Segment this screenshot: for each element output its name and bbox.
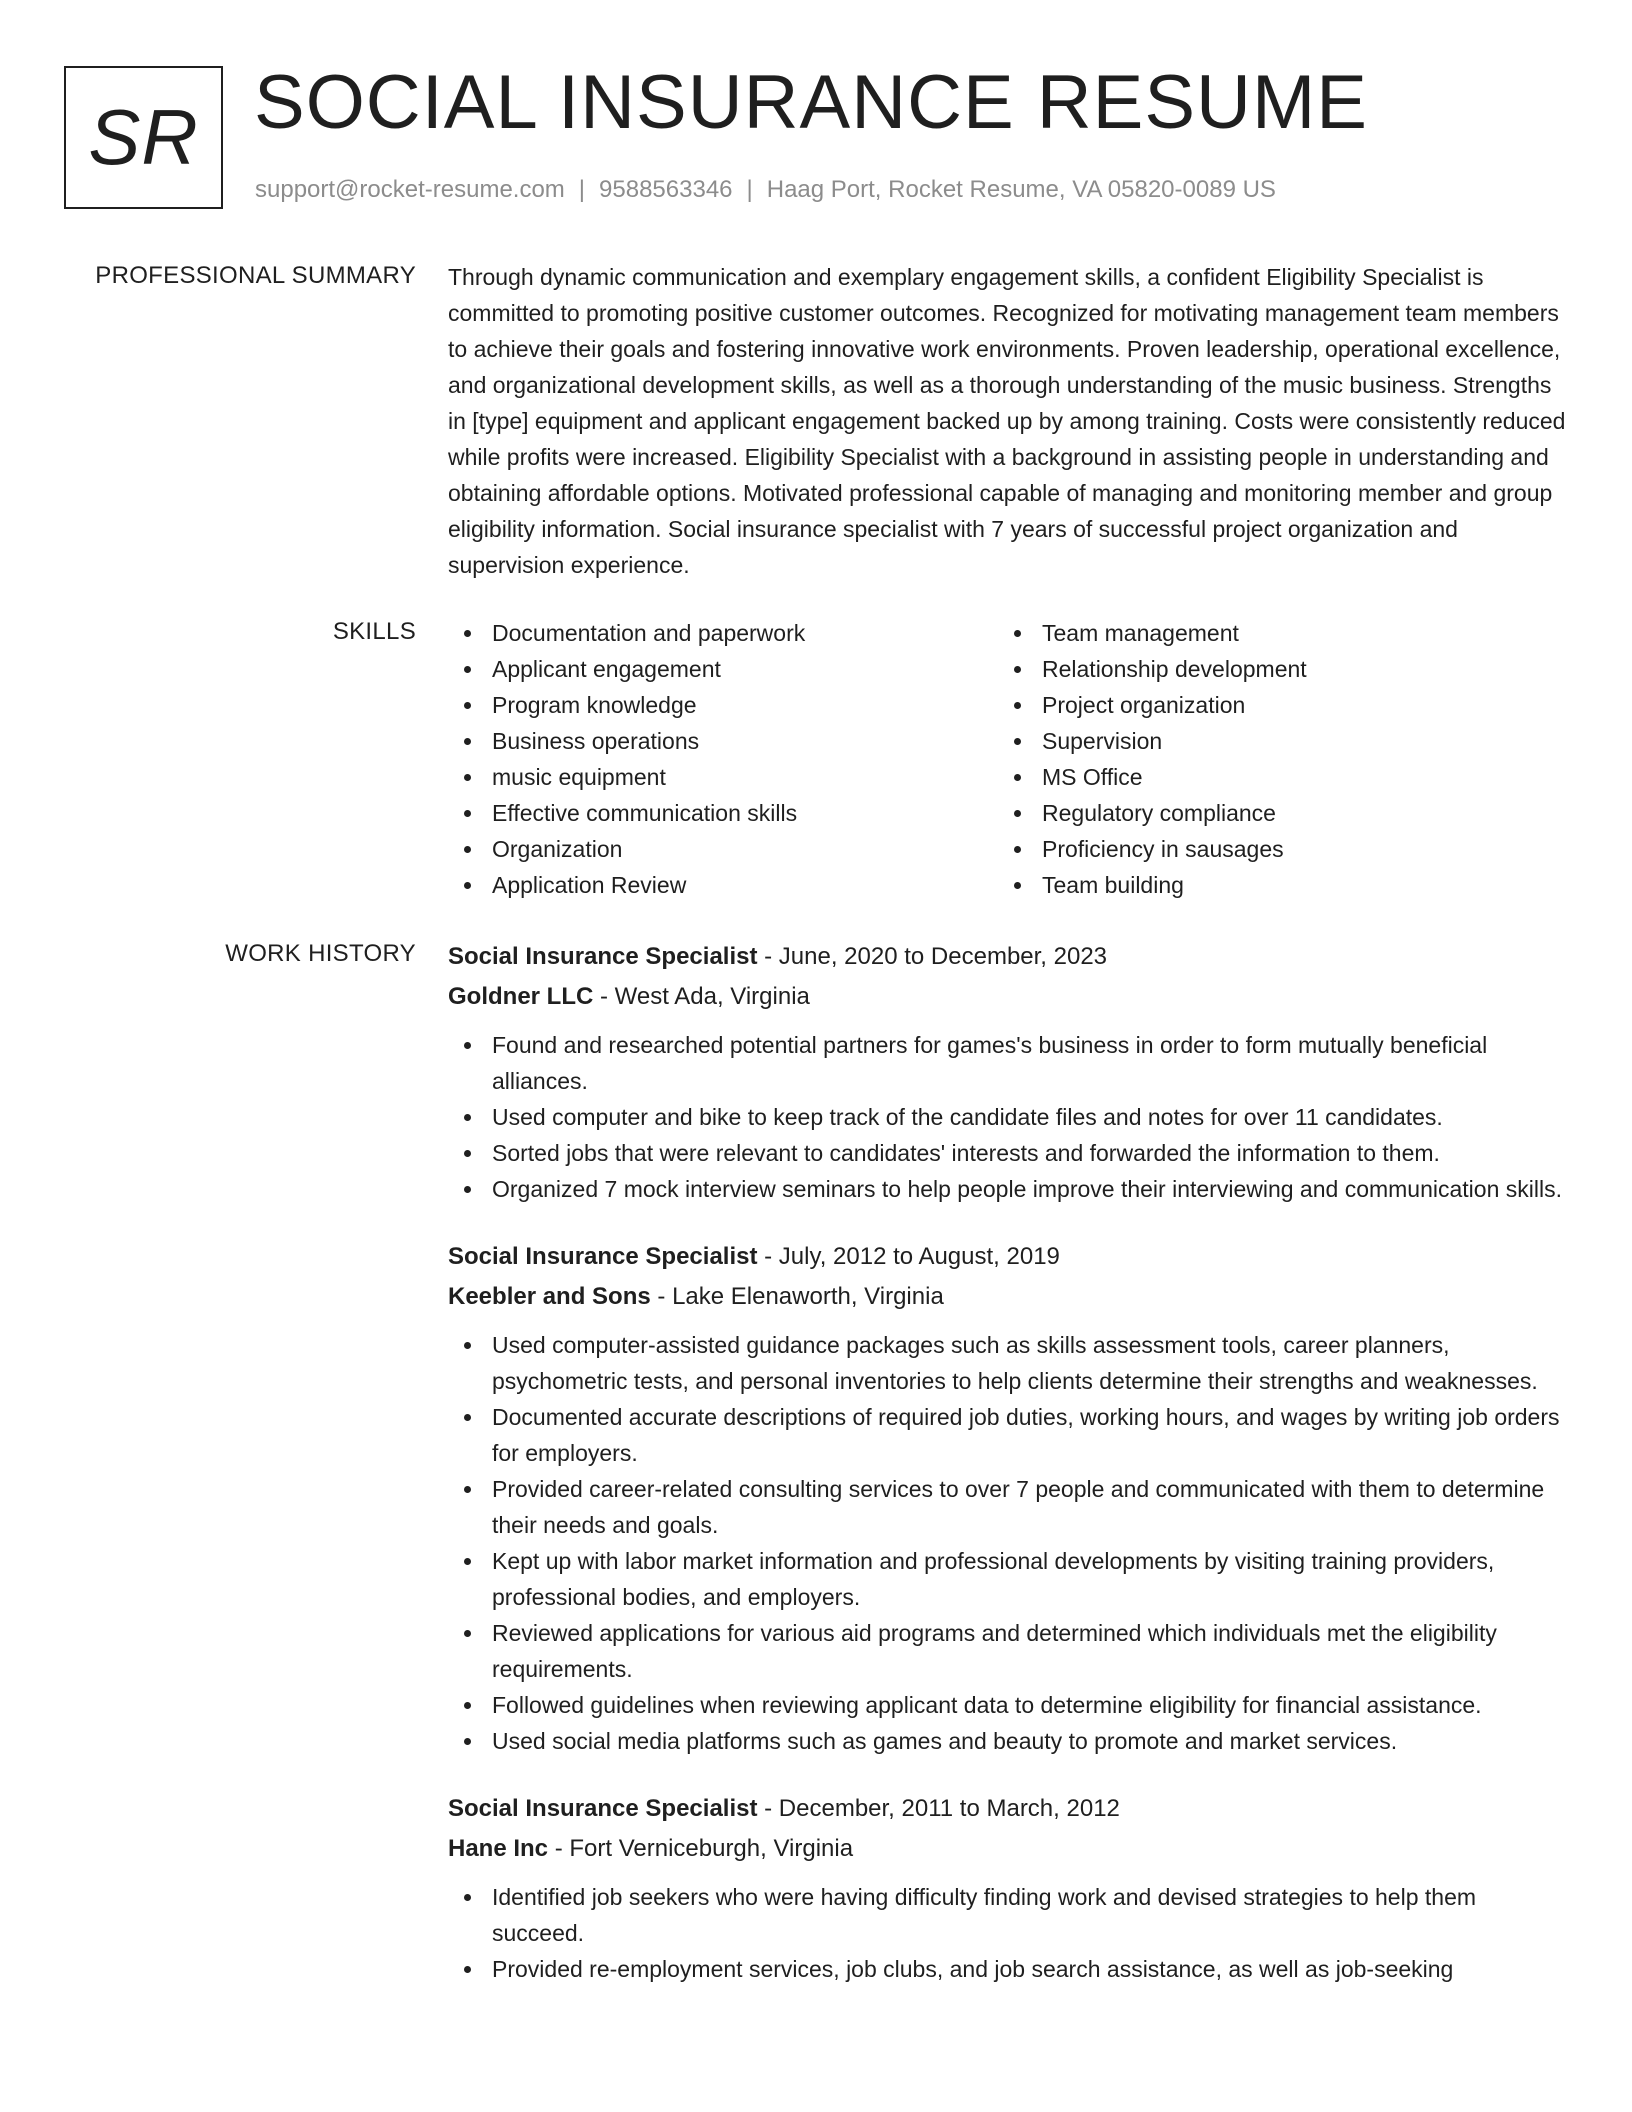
work-history-jobs xyxy=(448,937,1568,2017)
skill-item: Documentation and paperwork xyxy=(448,615,998,651)
job-bullet: Reviewed applications for various aid programs and determined which individuals met the eligibility requirements. xyxy=(448,1615,1568,1687)
job-dates: - June, 2020 to December, 2023 xyxy=(757,943,1108,970)
job-bullet: Identified job seekers who were having difficulty finding work and devised strategies to help them succeed. xyxy=(448,1879,1568,1951)
job-bullet: Used social media platforms such as games and beauty to promote and market services. xyxy=(448,1723,1568,1759)
job-entry xyxy=(448,1237,1568,1759)
contact-separator: | xyxy=(746,176,753,203)
monogram-box xyxy=(64,66,223,209)
job-entry xyxy=(448,1789,1568,1987)
skill-item: Team management xyxy=(998,615,1548,651)
job-bullets xyxy=(448,1027,1568,1207)
job-bullet: Provided career-related consulting services to over 7 people and communicated with them to determine their needs and goals. xyxy=(448,1471,1568,1543)
job-bullet: Kept up with labor market information and professional developments by visiting training providers, professional bodies, and employers. xyxy=(448,1543,1568,1615)
contact-line xyxy=(255,175,1276,205)
job-entry xyxy=(448,937,1568,1207)
summary-label: PROFESSIONAL SUMMARY xyxy=(95,262,416,289)
skills-label: SKILLS xyxy=(332,618,416,645)
job-company: Hane Inc xyxy=(448,1835,549,1862)
skills-list-left xyxy=(448,615,998,903)
skills-columns xyxy=(448,615,1568,903)
skills-list-right xyxy=(998,615,1548,903)
contact-email[interactable]: support@rocket-resume.com xyxy=(255,176,565,203)
job-dates: - December, 2011 to March, 2012 xyxy=(757,1795,1120,1822)
job-company-line xyxy=(448,1829,1568,1869)
job-bullet: Used computer and bike to keep track of the candidate files and notes for over 11 candidates. xyxy=(448,1099,1568,1135)
job-location: - Lake Elenaworth, Virginia xyxy=(650,1283,944,1310)
work-history-label: WORK HISTORY xyxy=(225,940,416,967)
skill-item: Project organization xyxy=(998,687,1548,723)
skill-item: Proficiency in sausages xyxy=(998,831,1548,867)
job-location: - West Ada, Virginia xyxy=(593,983,810,1010)
job-title: Social Insurance Specialist xyxy=(448,1795,758,1822)
job-location: - Fort Verniceburgh, Virginia xyxy=(548,1835,854,1862)
job-title-line xyxy=(448,1237,1568,1277)
contact-address: Haag Port, Rocket Resume, VA 05820-0089 US xyxy=(766,176,1276,203)
job-bullet: Found and researched potential partners for games's business in order to form mutually beneficial alliances. xyxy=(448,1027,1568,1099)
skill-item: Applicant engagement xyxy=(448,651,998,687)
job-bullet: Used computer-assisted guidance packages such as skills assessment tools, career planners, psychometric tests, and personal inventories to help clients determine their strengths and weaknesses. xyxy=(448,1327,1568,1399)
skill-item: Effective communication skills xyxy=(448,795,998,831)
job-title: Social Insurance Specialist xyxy=(448,943,758,970)
job-title: Social Insurance Specialist xyxy=(448,1243,758,1270)
contact-separator: | xyxy=(578,176,586,203)
job-company-line xyxy=(448,977,1568,1017)
skill-item: Supervision xyxy=(998,723,1548,759)
skill-item: Application Review xyxy=(448,867,998,903)
skill-item: music equipment xyxy=(448,759,998,795)
skill-item: Organization xyxy=(448,831,998,867)
skill-item: Business operations xyxy=(448,723,998,759)
resume-title: SOCIAL INSURANCE RESUME xyxy=(254,60,1368,145)
job-bullet: Followed guidelines when reviewing applicant data to determine eligibility for financial assistance. xyxy=(448,1687,1568,1723)
job-company: Goldner LLC xyxy=(448,983,594,1010)
skill-item: Team building xyxy=(998,867,1548,903)
job-title-line xyxy=(448,937,1568,977)
job-company-line xyxy=(448,1277,1568,1317)
skill-item: MS Office xyxy=(998,759,1548,795)
job-bullet: Sorted jobs that were relevant to candidates' interests and forwarded the information to them. xyxy=(448,1135,1568,1171)
job-company: Keebler and Sons xyxy=(448,1283,651,1310)
skill-item: Relationship development xyxy=(998,651,1548,687)
skill-item: Program knowledge xyxy=(448,687,998,723)
job-bullet: Organized 7 mock interview seminars to help people improve their interviewing and communication skills. xyxy=(448,1171,1568,1207)
summary-text: Through dynamic communication and exemplary engagement skills, a confident Eligibility Specialist is committed to promoting positive customer outcomes. Recognized for motivating management team members to achieve their goals and fostering innovative work environments. Proven leadership, operational excellence, and organizational development skills, as well as a thorough understanding of the music business. Strengths in [type] equipment and applicant engagement backed up by among training. Costs were consistently reduced while profits were increased. Eligibility Specialist with a background in assisting people in understanding and obtaining affordable options. Motivated professional capable of managing and monitoring member and group eligibility information. Social insurance specialist with 7 years of successful project organization and supervision experience. xyxy=(448,264,1566,578)
job-bullet: Provided re-employment services, job clubs, and job search assistance, as well as job-seeking xyxy=(448,1951,1568,1987)
job-bullet: Documented accurate descriptions of required job duties, working hours, and wages by writing job orders for employers. xyxy=(448,1399,1568,1471)
contact-phone[interactable]: 9588563346 xyxy=(599,176,733,203)
monogram-initials: SR xyxy=(88,93,199,181)
job-title-line xyxy=(448,1789,1568,1829)
skill-item: Regulatory compliance xyxy=(998,795,1548,831)
job-dates: - July, 2012 to August, 2019 xyxy=(757,1243,1060,1270)
job-bullets xyxy=(448,1879,1568,1987)
job-bullets xyxy=(448,1327,1568,1759)
